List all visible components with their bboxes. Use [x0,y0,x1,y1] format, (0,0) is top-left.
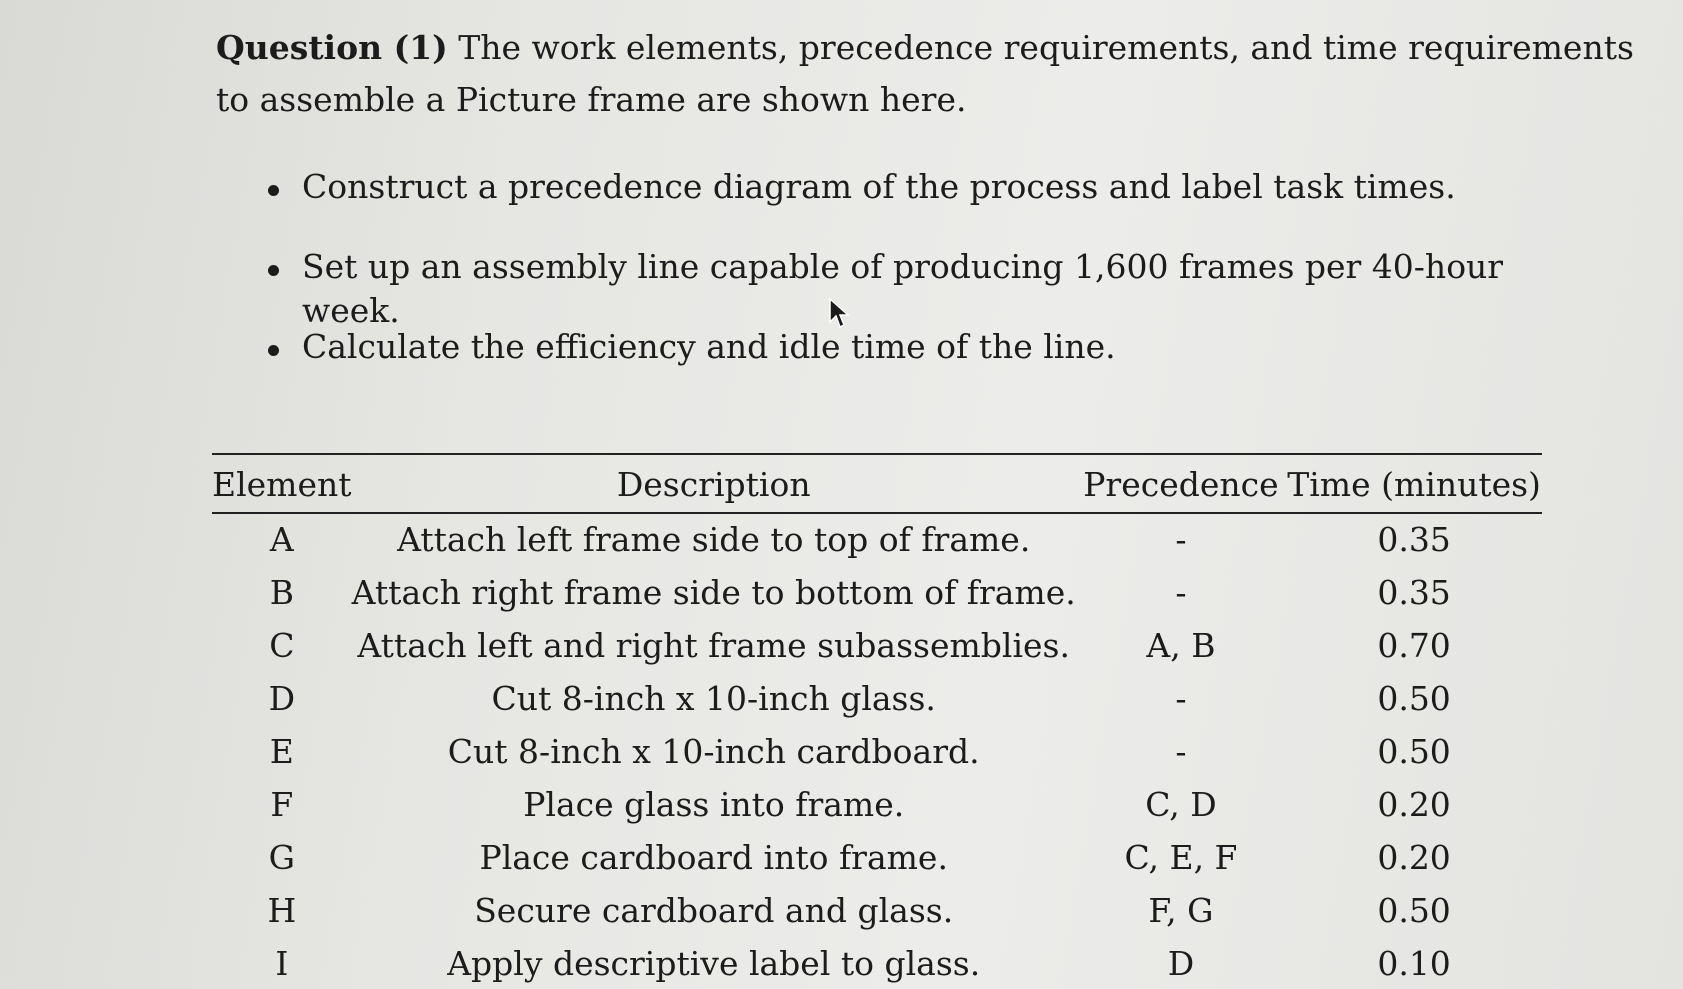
task-item [268,245,1568,330]
cell-element: H [267,891,297,930]
table-row [212,566,1542,619]
table-row [212,778,1542,831]
cell-precedence: C, E, F [1124,838,1238,877]
cell-element: A [269,520,294,559]
cell-description: Cut 8-inch x 10-inch glass. [491,679,936,718]
cell-element: B [269,573,294,612]
cell-time: 0.50 [1377,732,1451,771]
cell-element: C [269,626,295,665]
table-row [212,672,1542,725]
cell-time: 0.10 [1377,944,1451,983]
cell-description: Attach left and right frame subassemblies. [357,626,1070,665]
cell-description: Attach right frame side to bottom of frame. [351,573,1076,612]
table-row [212,884,1542,937]
cell-description: Place cardboard into frame. [479,838,948,877]
table-row [212,831,1542,884]
cell-time: 0.35 [1377,573,1451,612]
cell-description: Apply descriptive label to glass. [447,944,981,983]
cell-precedence: - [1175,679,1187,718]
bullet-icon [268,185,279,196]
question-body: The work elements, precedence requirements, and time requirements to assemble a Picture frame are shown here. [216,28,1634,119]
task-item [268,325,1568,405]
header-time: Time (minutes) [1287,464,1541,504]
task-text: Calculate the efficiency and idle time of the line. [302,327,1116,366]
bullet-icon [268,345,279,356]
work-elements-table [212,455,1542,989]
cell-time: 0.50 [1377,891,1451,930]
cell-element: G [268,838,296,877]
cell-description: Cut 8-inch x 10-inch cardboard. [447,732,980,771]
cell-description: Place glass into frame. [523,785,905,824]
question-text [216,22,1636,126]
table-header-row [212,455,1542,513]
table-row [212,937,1542,989]
cell-precedence: F, G [1148,891,1214,930]
cell-time: 0.20 [1377,785,1451,824]
header-precedence: Precedence [1083,464,1279,504]
header-description: Description [616,464,811,504]
cell-element: F [270,785,294,824]
mouse-pointer-icon [828,298,852,330]
task-list [268,165,1568,405]
cell-precedence: C, D [1145,785,1217,824]
cell-time: 0.50 [1377,679,1451,718]
cell-precedence: - [1175,732,1187,771]
cell-time: 0.35 [1377,520,1451,559]
table-row [212,513,1542,566]
task-text: Construct a precedence diagram of the process and label task times. [302,167,1456,206]
cell-element: E [269,732,294,771]
question-label: Question (1) [216,28,448,67]
cell-time: 0.20 [1377,838,1451,877]
cell-description: Secure cardboard and glass. [474,891,954,930]
cell-precedence: - [1175,573,1187,612]
cell-precedence: - [1175,520,1187,559]
cell-time: 0.70 [1377,626,1451,665]
task-text: Set up an assembly line capable of producing 1,600 frames per 40-hour week. [302,247,1504,330]
header-element: Element [212,464,352,504]
cell-precedence: D [1167,944,1195,983]
table-row [212,725,1542,778]
cell-element: D [268,679,296,718]
cell-description: Attach left frame side to top of frame. [397,520,1031,559]
cell-precedence: A, B [1146,626,1216,665]
table-row [212,619,1542,672]
bullet-icon [268,265,279,276]
cell-element: I [275,944,289,983]
task-item [268,165,1568,245]
